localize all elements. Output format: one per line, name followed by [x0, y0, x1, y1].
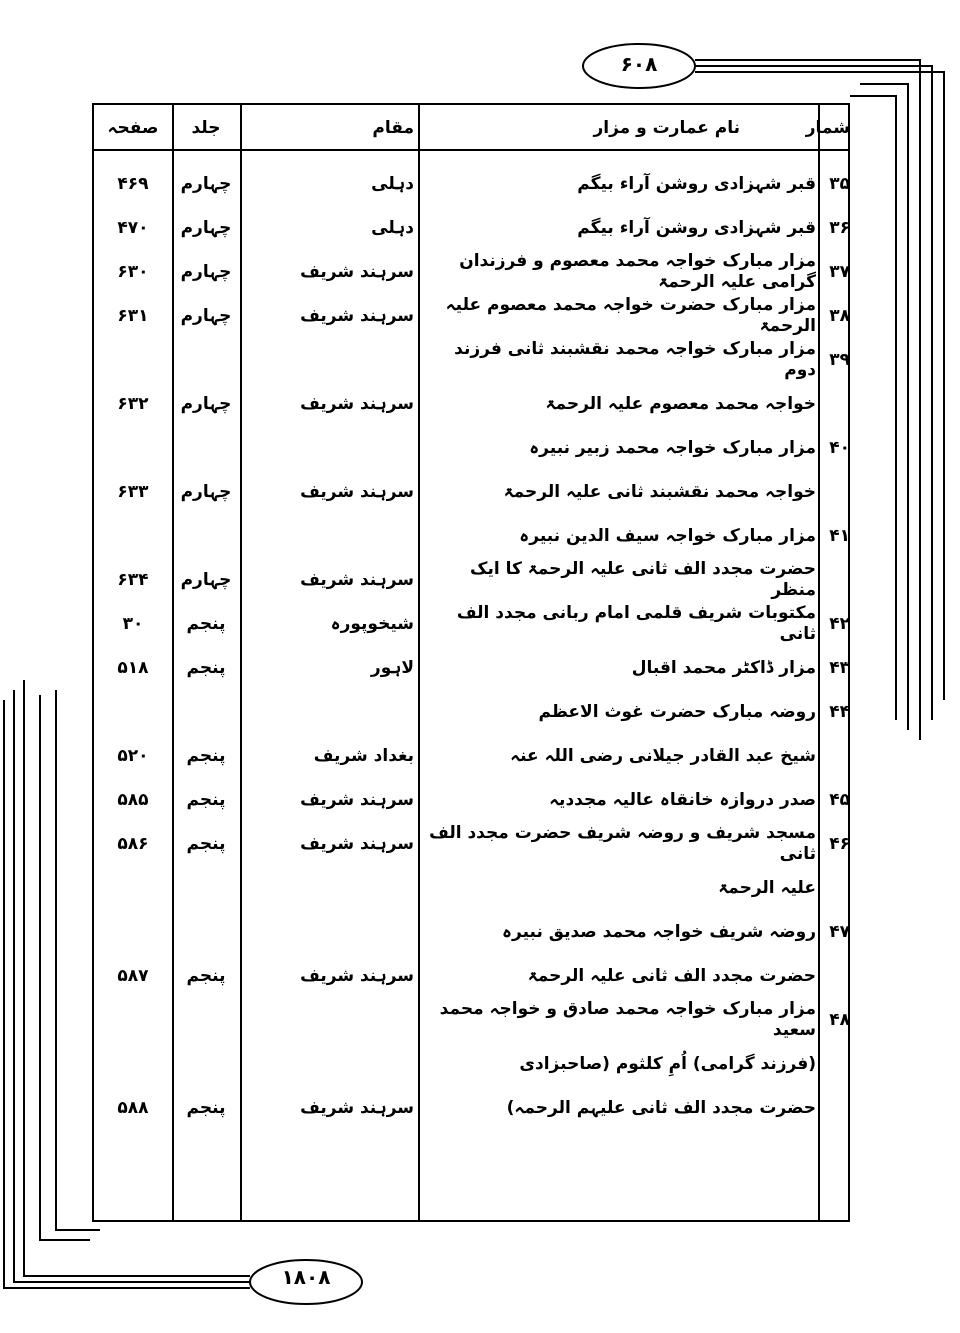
serial-number: ۳۵ [829, 174, 850, 194]
entry-place: دہلی [371, 174, 414, 194]
entry-page: ۴۷۰ [117, 218, 149, 238]
table-line [94, 690, 848, 734]
entry-page: ۶۳۱ [117, 306, 149, 326]
entry-volume: پنجم [186, 834, 226, 854]
entry-name: مکتوبات شریف قلمی امام ربانی مجدد الف ثانی [456, 603, 816, 644]
entry-name: مزار مبارک خواجہ محمد معصوم و فرزندان گرامی علیہ الرحمۃ [459, 251, 816, 292]
entry-place: سرہند شریف [300, 570, 414, 590]
table-line [94, 734, 848, 778]
table-line [94, 646, 848, 690]
entry-volume: چہارم [180, 262, 232, 282]
entry-name: قبر شہزادی روشن آراء بیگم [577, 173, 816, 194]
entry-page: ۵۲۰ [117, 746, 149, 766]
entry-place: سرہند شریف [300, 306, 414, 326]
serial-number: ۳۶ [829, 218, 850, 238]
entry-place: سرہند شریف [300, 394, 414, 414]
serial-number: ۴۲ [829, 614, 850, 634]
entry-page: ۵۸۸ [117, 1098, 149, 1118]
serial-number: ۴۸ [829, 1010, 850, 1030]
entry-name: مزار مبارک حضرت خواجہ محمد معصوم علیہ الرحمۃ [445, 295, 816, 336]
serial-number: ۴۳ [829, 658, 850, 678]
entry-page: ۶۳۲ [117, 394, 149, 414]
entry-name: قبر شہزادی روشن آراء بیگم [577, 217, 816, 238]
entry-page: ۵۸۶ [117, 834, 149, 854]
entry-place: سرہند شریف [300, 966, 414, 986]
table-line [94, 778, 848, 822]
serial-number: ۳۸ [829, 306, 850, 326]
serial-number: ۴۴ [829, 702, 850, 722]
page-number-bottom: ۱۸۰۸ [281, 1265, 331, 1289]
entry-page: ۳۰ [122, 614, 144, 634]
table-line [94, 602, 848, 646]
table-line [94, 426, 848, 470]
entry-name: علیہ الرحمۃ [718, 877, 816, 898]
entry-volume: چہارم [180, 174, 232, 194]
entry-place: سرہند شریف [300, 1098, 414, 1118]
entry-volume: پنجم [186, 790, 226, 810]
entry-volume: چہارم [180, 306, 232, 326]
entry-place: لاہور [370, 658, 414, 678]
table-line [94, 1086, 848, 1130]
entry-volume: پنجم [186, 1098, 226, 1118]
entry-page: ۶۳۳ [117, 482, 149, 502]
header-place: مقام [372, 118, 414, 138]
entry-place: بغداد شریف [313, 746, 414, 766]
table-line [94, 206, 848, 250]
header-name: نام عمارت و مزار [593, 118, 740, 138]
entry-page: ۶۳۰ [117, 262, 149, 282]
entry-name: مسجد شریف و روضہ شریف حضرت مجدد الف ثانی [429, 823, 816, 864]
table-line [94, 954, 848, 998]
serial-number: ۳۷ [829, 262, 850, 282]
entry-page: ۶۳۴ [117, 570, 149, 590]
serial-number: ۴۶ [829, 834, 850, 854]
entry-name: شیخ عبد القادر جیلانی رضی اللہ عنہ [510, 745, 816, 766]
entry-place: دہلی [371, 218, 414, 238]
entry-name: حضرت مجدد الف ثانی علیہ الرحمۃ [527, 965, 816, 986]
table-line [94, 558, 848, 602]
table-line [94, 294, 848, 338]
header-volume: جلد [191, 118, 221, 138]
serial-number: ۴۷ [829, 922, 850, 942]
entry-volume: چہارم [180, 394, 232, 414]
entry-page: ۴۶۹ [117, 174, 149, 194]
entry-place: سرہند شریف [300, 262, 414, 282]
entry-name: مزار مبارک خواجہ محمد زبیر نبیرہ [529, 437, 816, 458]
entry-name: (فرزند گرامی) اُمِ کلثوم (صاحبزادی [519, 1053, 816, 1074]
entry-volume: پنجم [186, 658, 226, 678]
entry-volume: چہارم [180, 482, 232, 502]
entry-name: روضہ مبارک حضرت غوث الاعظم [538, 701, 816, 722]
page-number-top: ۶۰۸ [620, 52, 658, 76]
entry-page: ۵۱۸ [117, 658, 149, 678]
table-line [94, 250, 848, 294]
header-page: صفحہ [107, 118, 159, 138]
entry-name: مزار مبارک خواجہ محمد نقشبند ثانی فرزند دوم [454, 339, 816, 380]
serial-number: ۴۵ [829, 790, 850, 810]
header-serial: شمار [805, 118, 850, 138]
table-line [94, 998, 848, 1042]
entry-volume: پنجم [186, 614, 226, 634]
entry-name: روضہ شریف خواجہ محمد صدیق نبیرہ [502, 921, 816, 942]
table-line [94, 338, 848, 382]
entry-name: صدر دروازہ خانقاہ عالیہ مجددیہ [549, 789, 816, 810]
serial-number: ۴۰ [829, 438, 850, 458]
entry-page: ۵۸۵ [117, 790, 149, 810]
entry-volume: چہارم [180, 570, 232, 590]
table-line [94, 822, 848, 866]
index-table [92, 103, 850, 1222]
entry-name: مزار ڈاکٹر محمد اقبال [631, 657, 816, 678]
header-divider [94, 149, 848, 151]
table-line [94, 1042, 848, 1086]
entry-name: حضرت مجدد الف ثانی علیہم الرحمہ) [506, 1097, 816, 1118]
entry-volume: چہارم [180, 218, 232, 238]
entry-name: مزار مبارک خواجہ محمد صادق و خواجہ محمد سعید [439, 999, 816, 1040]
serial-number: ۳۹ [829, 350, 850, 370]
entry-place: شیخوپورہ [330, 614, 414, 634]
entry-place: سرہند شریف [300, 790, 414, 810]
entry-place: سرہند شریف [300, 482, 414, 502]
table-line [94, 910, 848, 954]
entry-name: خواجہ محمد نقشبند ثانی علیہ الرحمۃ [503, 481, 816, 502]
entry-name: مزار مبارک خواجہ سیف الدین نبیرہ [519, 525, 816, 546]
table-line [94, 514, 848, 558]
table-line [94, 866, 848, 910]
serial-number: ۴۱ [829, 526, 850, 546]
entry-volume: پنجم [186, 966, 226, 986]
entry-place: سرہند شریف [300, 834, 414, 854]
table-line [94, 162, 848, 206]
entry-name: حضرت مجدد الف ثانی علیہ الرحمۃ کا ایک منظر [470, 559, 816, 600]
table-line [94, 470, 848, 514]
entry-volume: پنجم [186, 746, 226, 766]
table-line [94, 382, 848, 426]
entry-page: ۵۸۷ [117, 966, 149, 986]
entry-name: خواجہ محمد معصوم علیہ الرحمۃ [545, 393, 816, 414]
